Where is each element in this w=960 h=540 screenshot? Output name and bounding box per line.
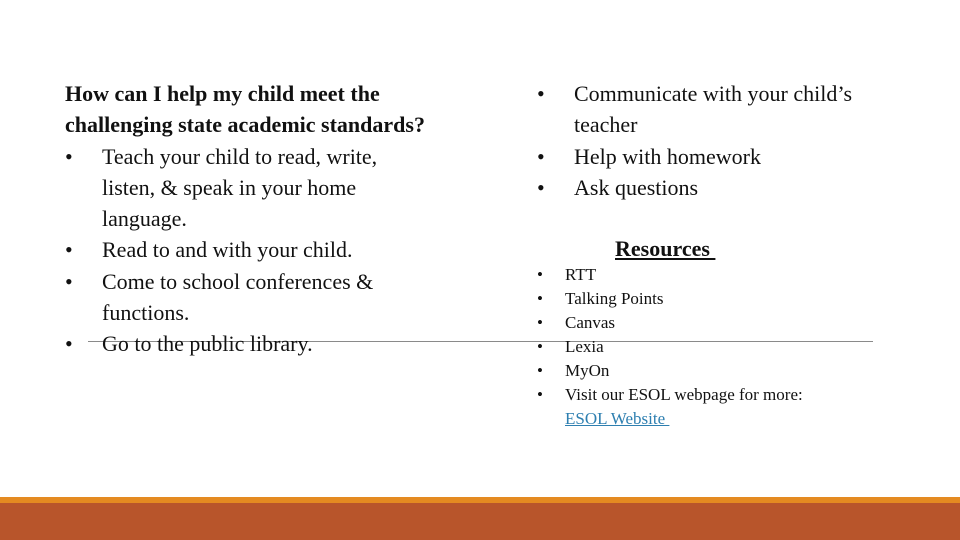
list-item bbox=[537, 383, 837, 431]
right-top-list-container bbox=[537, 78, 917, 203]
bullet-icon: • bbox=[65, 237, 73, 263]
bullet-icon: • bbox=[537, 289, 543, 308]
list-item: • RTT bbox=[537, 263, 837, 287]
footer-bar bbox=[0, 497, 960, 540]
list-item: • Ask questions bbox=[537, 172, 917, 203]
list-item: • Talking Points bbox=[537, 287, 837, 311]
bullet-icon: • bbox=[537, 81, 545, 106]
left-bullet-list bbox=[65, 141, 425, 360]
bullet-icon: • bbox=[537, 385, 543, 404]
list-item: • Go to the public library. bbox=[65, 328, 425, 359]
bullet-icon: • bbox=[537, 174, 545, 200]
esol-visit-text: Visit our ESOL webpage for more: bbox=[565, 385, 803, 404]
bullet-icon: • bbox=[65, 268, 73, 294]
left-column bbox=[65, 78, 425, 360]
esol-website-link[interactable]: ESOL Website bbox=[565, 409, 670, 428]
list-item: • Canvas bbox=[537, 311, 837, 335]
bullet-icon: • bbox=[537, 143, 545, 169]
bullet-icon: • bbox=[537, 313, 543, 332]
list-item: • Read to and with your child. bbox=[65, 234, 425, 265]
list-item: • Help with homework bbox=[537, 141, 917, 172]
bullet-icon: • bbox=[537, 361, 543, 380]
list-item: • Lexia bbox=[537, 335, 837, 359]
list-item: • MyOn bbox=[537, 359, 837, 383]
bullet-icon: • bbox=[537, 337, 543, 356]
bullet-icon: • bbox=[65, 331, 73, 357]
footer-accent-stripe bbox=[0, 497, 960, 503]
question-heading: How can I help my child meet the challenging state academic standards? bbox=[65, 81, 425, 138]
resources-heading: Resources bbox=[615, 236, 716, 261]
bullet-icon: • bbox=[537, 265, 543, 284]
list-item: • Teach your child to read, write, listen, & speak in your home language. bbox=[65, 141, 425, 235]
list-item: • Come to school conferences & functions. bbox=[65, 266, 425, 329]
resources-bullet-list bbox=[537, 263, 837, 431]
right-top-bullet-list bbox=[537, 78, 917, 203]
list-item: • Communicate with your child’s teacher bbox=[537, 78, 917, 141]
resources-list-container bbox=[537, 263, 837, 431]
bullet-icon: • bbox=[65, 143, 73, 169]
